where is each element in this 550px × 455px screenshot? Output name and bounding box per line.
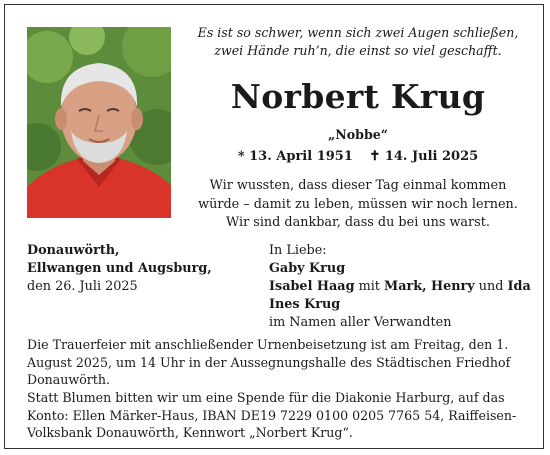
poem-line: zwei Hände ruh’n, die einst so viel geschafft. (214, 43, 502, 58)
mourner-name: Isabel Haag (269, 279, 355, 294)
life-dates (188, 148, 528, 166)
mourners-list (269, 242, 531, 332)
connector-text: mit (354, 279, 385, 294)
verse-line: würde – damit zu leben, müssen wir noch lernen. (198, 196, 518, 212)
notice-date: den 26. Juli 2025 (27, 279, 138, 294)
mourner-name: Ines Krug (269, 297, 341, 312)
place-line: Ellwangen und Augsburg, (27, 261, 212, 276)
portrait-photo (27, 27, 171, 218)
connector-text: und (474, 279, 508, 294)
verse-line: Wir wussten, dass dieser Tag einmal kommen (209, 178, 507, 193)
verse-line: Wir sind dankbar, dass du bei uns warst. (226, 215, 490, 230)
death-date: ✝ 14. Juli 2025 (369, 149, 479, 164)
mourner-name: Mark, Henry (384, 279, 475, 294)
place-and-date (27, 242, 257, 296)
deceased-nickname: „Nobbe“ (327, 127, 389, 142)
opening-poem (188, 24, 528, 60)
deceased-name: Norbert Krug (230, 77, 486, 116)
donation-request: Statt Blumen bitten wir um eine Spende für die Diakonie Harburg, auf das Konto: Ellen Märker-Haus, IBAN DE19 7229 0100 0205 7765 54, Raiffeisen-Volksbank Donauwörth, Kennwort „Norbert Krug“. (27, 390, 517, 440)
funeral-details: Die Trauerfeier mit anschließender Urnenbeisetzung ist am Freitag, den 1. August 2025, um 14 Uhr in der Aussegnungshalle des Städtischen Friedhof Donauwörth. (27, 337, 511, 387)
mourner-name: Gaby Krug (269, 261, 346, 276)
birth-date: * 13. April 1951 (237, 149, 353, 164)
poem-line: Es ist so schwer, wenn sich zwei Augen schließen, (197, 25, 519, 40)
mourner-name: Ida (507, 279, 531, 294)
mourners-closing: im Namen aller Verwandten (269, 315, 452, 330)
mourner-line (269, 278, 531, 296)
place-line: Donauwörth, (27, 243, 120, 258)
mourners-intro: In Liebe: (269, 243, 327, 258)
memorial-verse (188, 177, 528, 233)
portrait-image (27, 27, 171, 218)
